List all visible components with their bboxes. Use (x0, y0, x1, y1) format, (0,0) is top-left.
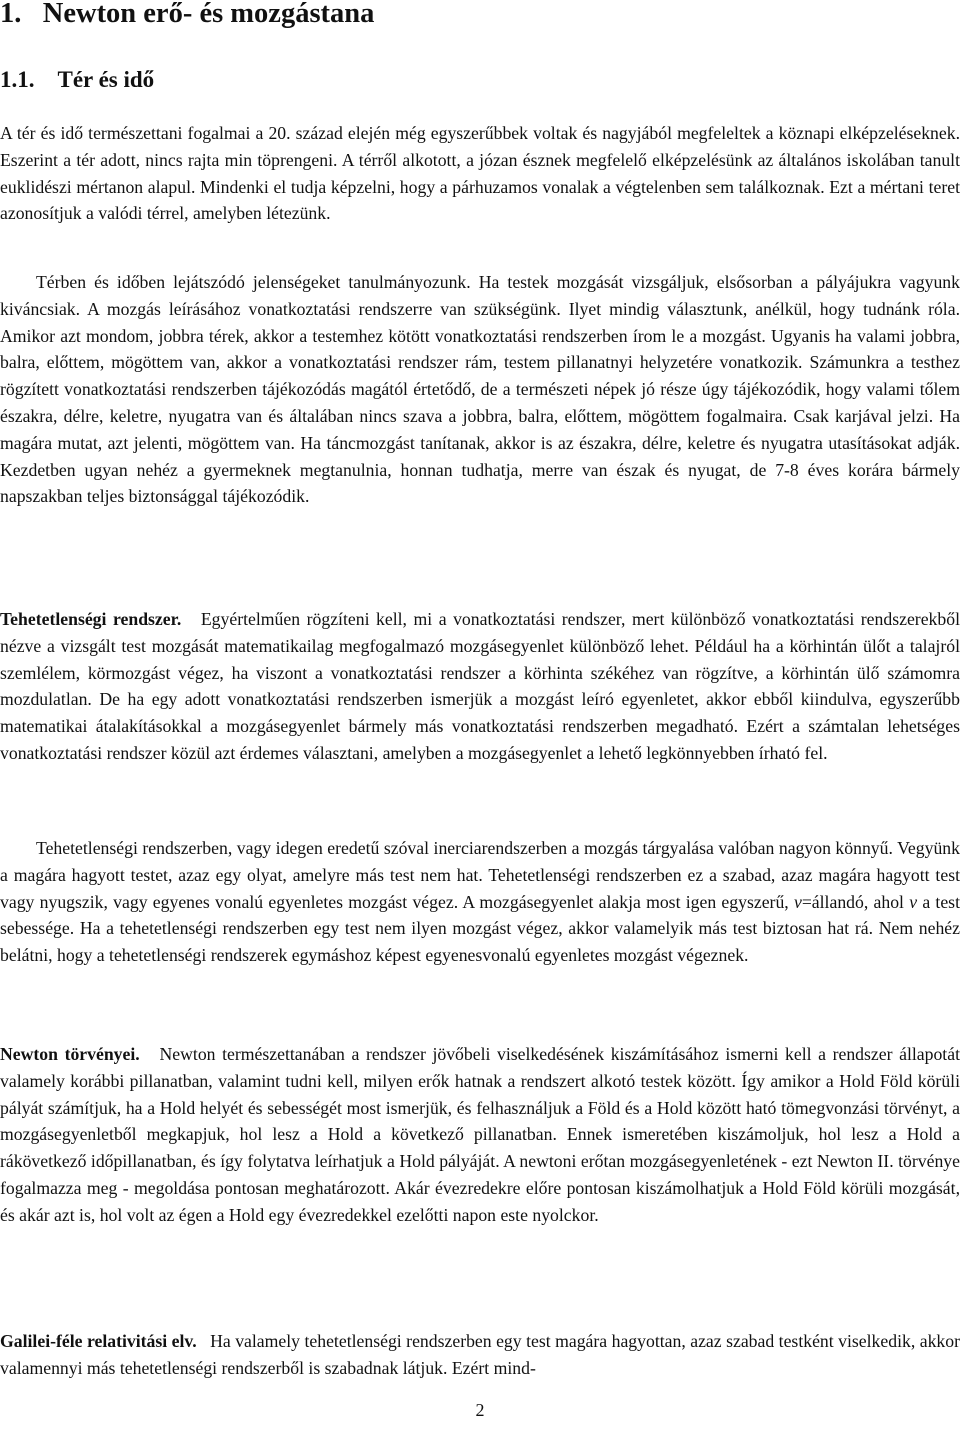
section-number: 1. (0, 0, 22, 29)
paragraph-text-newton: Newton természettanában a rendszer jövőbeli viselkedésének kiszámításához ismerni kell a rendszer állapotát valamely korábbi pillanatban, valamint tudni kell, milyen erők hatnak a rendszert alkotó testek között. Így amikor a Hold Föld körüli pályát számítjuk, ha a Hold helyét és sebességét most ismerjük, és felhasználjuk a Föld és a Hold között ható tömegvonzási törvényt, a mozgásegyenletből megkapjuk, hol lesz a Hold a következő pillanatban. Ennek ismeretében kiszámoljuk, hol lesz a Hold a rákövetkező időpillanatban, és így folytatva leírhatjuk a Hold pályáját. A newtoni erőtan mozgásegyenletének - ezt Newton II. törvénye fogalmazza meg - megoldása pontosan meghatározott. Akár évezredekre előre pontosan kiszámolhatjuk a Hold Föld körüli mozgását, és akár azt is, hol volt az égen a Hold egy évezredekkel ezelőtti napon este nyolckor. (0, 1044, 960, 1225)
paragraph-space-time: A tér és idő természettani fogalmai a 20. század elején még egyszerűbbek voltak és nagyjából megfeleltek a köznapi elképzeléseknek. Eszerint a tér adott, nincs rajta min töprengeni. A térről alkotott, a józan észnek megfelelő elképzelésünk az általános iskolában tanult euklidészi mértanon alapul. Mindenki el tudja képzelni, hogy a párhuzamos vonalak a végtelenben sem találkoznak. Ezt a mértani teret azonosítjuk a valódi térrel, amelyben létezünk. (0, 123, 960, 224)
page-number: 2 (475, 1400, 485, 1420)
subsection-title: Tér és idő (57, 67, 155, 92)
subsection-number: 1.1. (0, 67, 35, 92)
paragraph-text-part: =állandó, ahol (801, 891, 910, 912)
paragraph-inertial-frame (0, 606, 960, 767)
paragraph-text-part: Tehetetlenségi rendszerben, vagy idegen eredetű szóval inerciarendszerben a mozgás tárgyalása valóban nagyon könnyű. Vegyünk a magára hagyott testet, azaz egy olyat, amelyre más test nem hat. Tehetetlenségi rendszerben ez a szabad, azaz magára hagyott test vagy nyugszik, vagy egyenes vonalú egyenletes mozgást végez. A mozgásegyenlet alakja most igen egyszerű, (0, 838, 960, 912)
math-variable: v (909, 891, 918, 912)
section-heading (0, 0, 374, 32)
section-title: Newton erő- és mozgástana (42, 0, 375, 29)
paragraph-newton-laws (0, 1041, 960, 1229)
paragraph-text-part: a test sebessége. Ha a tehetetlenségi rendszerben egy test nem ilyen mozgást végez, akkor valamelyik más test biztosan hat rá. Nem nehéz belátni, hogy a tehetetlenségi rendszerek egymáshoz képest egyenesvonalú egyenletes mozgást végeznek. (0, 891, 960, 966)
paragraph-text-galilei: Ha valamely tehetetlenségi rendszerben egy test magára hagyottan, azaz szabad testként viselkedik, akkor valamennyi más tehetetlenségi rendszerből is szabadnak látjuk. Ezért mind- (0, 1331, 960, 1378)
paragraph-text-inertial: Egyértelműen rögzíteni kell, mi a vonatkoztatási rendszer, mert különböző vonatkoztatási rendszerekből nézve a vizsgált test mozgását matematikailag megfogalmazó mozgásegyenlet különböző lehet. Például ha a körhintán ülőt a talajról szemlélem, körmozgást végez, ha viszont a vonatkoztatási rendszer a körhinta székéhez van rögzítve, a körhintán ülő számomra mozdulatlan. De ha egy adott vonatkoztatási rendszerben ismerjük a mozgást leíró egyenletet, akkor ebből kiindulva, egyszerűbb matematikai átalakításokkal a mozgásegyenlet bármely más vonatkoztatási rendszerben megadható. Ezért a számtalan lehetséges vonatkoztatási rendszer közül azt érdemes választani, amelyben a mozgásegyenlet a lehető legkönnyebben írható fel. (0, 609, 960, 763)
paragraph-galilean-relativity (0, 1328, 960, 1382)
paragraph-reference-frames: Térben és időben lejátszódó jelenségeket tanulmányozunk. Ha testek mozgását vizsgáljuk, elsősorban a pályájukra vagyunk kiváncsiak. A mozgás leírásához vonatkoztatási rendszerre van szükségünk. Ilyet mindig választunk, anélkül, hogy tudnánk róla. Amikor azt mondom, jobbra térek, akkor a testemhez kötött vonatkoztatási rendszerben írom le a mozgást. Ugyanis ha valami jobbra, balra, előttem, mögöttem van, akkor a vonatkoztatási rendszer rám, testem pillanatnyi helyzetére vonatkozik. Számunkra a testhez rögzített vonatkoztatási rendszerben tájékozódás magától értetődő, de a természeti népek jó része úgy tájékozódik, hogy valami tőlem északra, délre, keletre, nyugatra van és általában nincs szava a jobbra, balra, előttem, mögöttem fogalmaira. Csak karjával jelzi. Ha magára mutat, azt jelenti, mögöttem van. Ha táncmozgást tanítanak, akkor is az északra, délre, keletre és nyugatra utasításokat adják. Kezdetben ugyan nehéz a gyermeknek megtanulnia, honnan tudhatja, merre van észak és nyugat, de 7-8 éves korára bármely napszakban teljes biztonsággal tájékozódik. (0, 272, 960, 507)
paragraph-heading-newton: Newton törvényei. (0, 1044, 140, 1064)
subsection-heading (0, 64, 154, 96)
math-variable: v (793, 891, 802, 912)
paragraph-inertial-motion (0, 835, 960, 969)
paragraph-heading-galilei: Galilei-féle relativitási elv. (0, 1331, 197, 1351)
paragraph-heading-inertial: Tehetetlenségi rendszer. (0, 609, 182, 629)
